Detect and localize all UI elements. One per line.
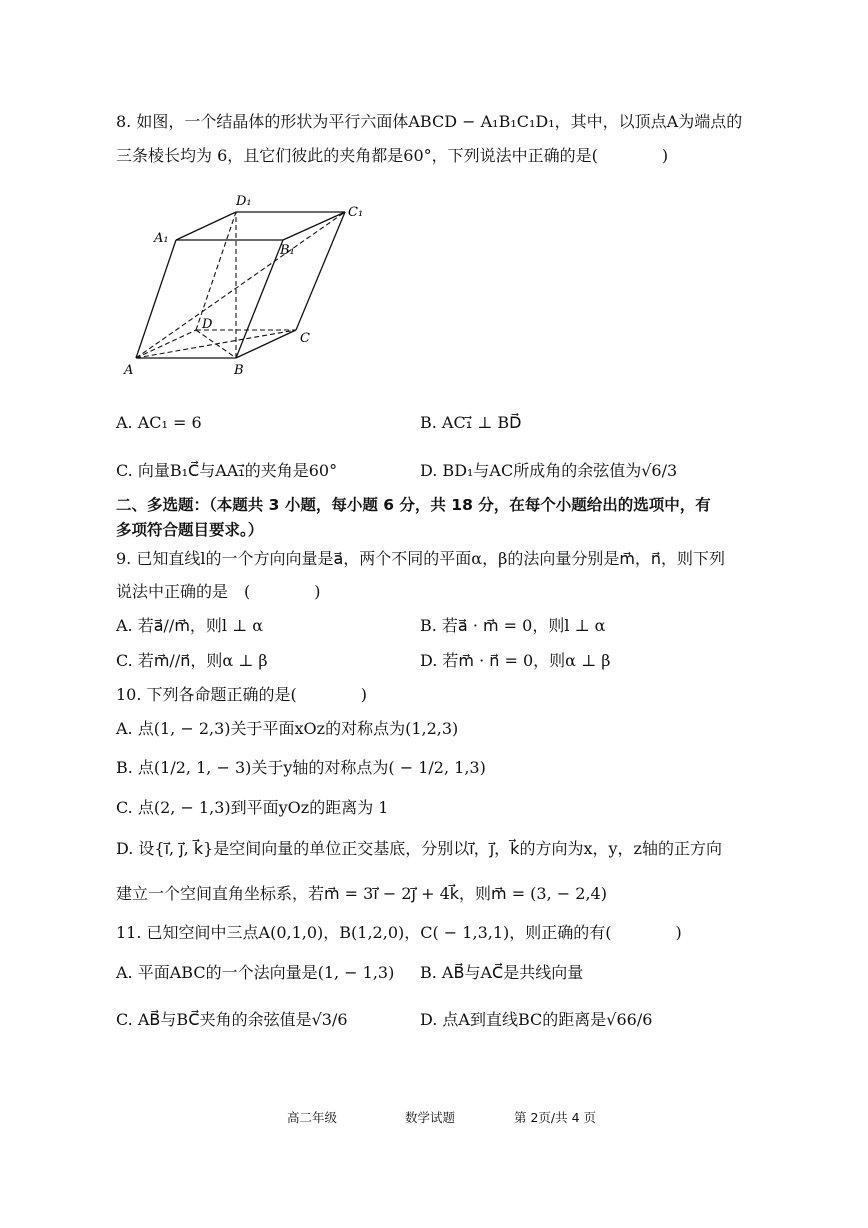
q8-option-d: D. BD₁与AC所成角的余弦值为√6/3 — [420, 461, 678, 480]
q11-option-b: B. AB⃗与AC⃗是共线向量 — [420, 963, 584, 982]
q11-option-c: C. AB⃗与BC⃗夹角的余弦值是√3/6 — [116, 1010, 348, 1029]
q11-option-d: D. 点A到直线BC的距离是√66/6 — [420, 1010, 653, 1029]
footer-subject: 数学试题 — [405, 1110, 456, 1125]
q10-option-b: B. 点(1/2, 1, − 3)关于y轴的对称点为( − 1/2, 1,3) — [116, 758, 486, 777]
q8-option-b: B. AC₁⃗ ⊥ BD⃗ — [420, 413, 522, 432]
label-D1: D₁ — [236, 194, 252, 209]
q8-option-c: C. 向量B₁C⃗与AA₁⃗的夹角是60° — [116, 461, 338, 480]
q9-option-b: B. 若a⃗ · m⃗ = 0，则l ⊥ α — [420, 616, 606, 635]
label-D: D — [202, 317, 213, 332]
label-A1: A₁ — [154, 231, 169, 246]
q10-option-d-line2: 建立一个空间直角坐标系，若m⃗ = 3i⃗ − 2j⃗ + 4k⃗，则m⃗ = (3, − 2,4) — [116, 884, 607, 903]
section2-heading-line2: 多项符合题目要求。） — [116, 521, 264, 539]
footer-page-number: 第 2页/共 4 页 — [514, 1110, 597, 1125]
q9-stem-line2: 说法中正确的是 ( ) — [116, 582, 321, 601]
q10-stem: 10. 下列各命题正确的是( ) — [116, 685, 368, 704]
q9-option-a: A. 若a⃗//m⃗，则l ⊥ α — [116, 616, 264, 635]
q10-option-a: A. 点(1, − 2,3)关于平面xOz的对称点为(1,2,3) — [116, 719, 459, 738]
label-C1: C₁ — [348, 205, 364, 220]
label-B1: B₁ — [280, 243, 295, 258]
q10-option-c: C. 点(2, − 1,3)到平面yOz的距离为 1 — [116, 798, 389, 817]
footer-grade: 高二年级 — [287, 1110, 338, 1125]
q9-option-c: C. 若m⃗//n⃗，则α ⊥ β — [116, 651, 268, 670]
q9-option-d: D. 若m⃗ · n⃗ = 0，则α ⊥ β — [420, 651, 611, 670]
q8-stem-line1: 8. 如图，一个结晶体的形状为平行六面体ABCD − A₁B₁C₁D₁，其中，以顶点A为端点的 — [116, 112, 743, 131]
parallelepiped-figure — [118, 190, 378, 390]
q9-stem-line1: 9. 已知直线l的一个方向向量是a⃗，两个不同的平面α，β的法向量分别是m⃗，n⃗，则下列 — [116, 549, 726, 568]
q8-option-a: A. AC₁ = 6 — [116, 413, 202, 432]
q8-stem-line2: 三条棱长均为 6，且它们彼此的夹角都是60°，下列说法中正确的是( ) — [116, 146, 669, 165]
label-C: C — [300, 331, 310, 346]
section2-heading-line1: 二、多选题：（本题共 3 小题，每小题 6 分，共 18 分，在每个小题给出的选项中，有 — [116, 496, 711, 514]
q10-option-d-line1: D. 设{i⃗, j⃗, k⃗}是空间向量的单位正交基底，分别以i⃗，j⃗，k⃗的方向为x，y，z轴的正方向 — [116, 839, 722, 858]
label-A: A — [124, 363, 134, 378]
label-B: B — [234, 363, 244, 378]
q11-stem: 11. 已知空间中三点A(0,1,0)，B(1,2,0)，C( − 1,3,1)，则正确的有( ) — [116, 923, 682, 942]
q11-option-a: A. 平面ABC的一个法向量是(1, − 1,3) — [116, 963, 395, 982]
